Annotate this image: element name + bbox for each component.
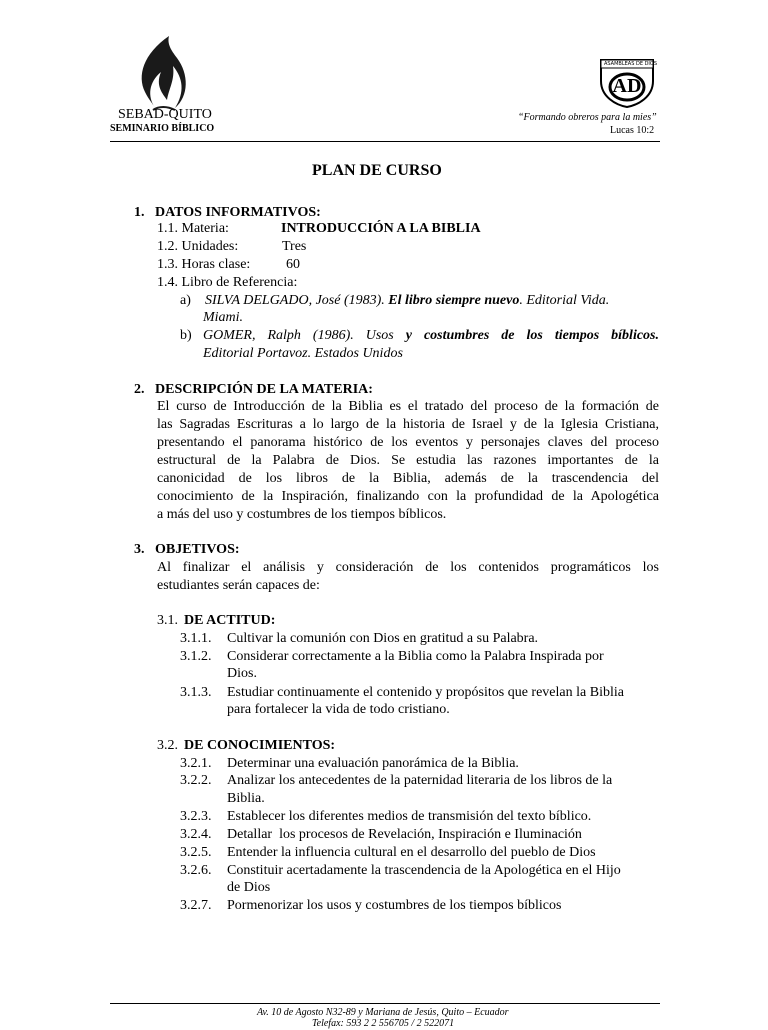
reference-a-city: Miami. [203,310,244,325]
section2-heading: 2. DESCRIPCIÓN DE LA MATERIA: [134,382,373,397]
reference-b-publisher: Editorial Portavoz. Estados Unidos [203,346,403,361]
list-item-text: Biblia. [227,791,265,806]
list-item-number: 3.1.3. [180,685,212,700]
list-item-text: Establecer los diferentes medios de transmisión del texto bíblico. [227,809,592,824]
seal-initials: AD [612,75,642,97]
list-item-text: Dios. [227,666,257,681]
list-item-number: 3.2.6. [180,863,212,878]
org-name: SEBAD-QUITO [118,107,212,122]
section2-paragraph [157,398,659,524]
paragraph-line: a más del uso y costumbres de los tiempos bíblicos. [157,507,447,522]
section1-heading: 1. DATOS INFORMATIVOS: [134,205,321,220]
horas-label: 1.3. Horas clase: [157,257,251,272]
paragraph-line: estructural de la Palabra de Dios. Se estudia las razones importantes de la [157,453,659,468]
footer-address: Av. 10 de Agosto N32-89 y Mariana de Jesús, Quito – Ecuador [257,1007,509,1018]
reference-a-publisher: . Editorial Vida. [519,293,610,308]
footer-rule [110,1003,660,1004]
conocimientos-heading: DE CONOCIMIENTOS: [184,738,336,753]
list-item-number: 3.2.2. [180,773,212,788]
paragraph-line: canonicidad de los libros de la Biblia, además de la trascendencia del [157,471,659,486]
materia-value: INTRODUCCIÓN A LA BIBLIA [281,221,481,236]
list-item-text: Cultivar la comunión con Dios en gratitud a su Palabra. [227,631,539,646]
motto-reference: Lucas 10:2 [610,125,655,136]
list-item-number: 3.1.2. [180,649,212,664]
reference-a-marker: a) [180,293,191,308]
objectives-intro-line: estudiantes serán capaces de: [157,578,320,593]
conocimientos-number: 3.2. [157,738,178,753]
list-item-text: Estudiar continuamente el contenido y propósitos que revelan la Biblia [227,685,624,700]
list-item-number: 3.2.4. [180,827,212,842]
list-item-number: 3.2.3. [180,809,212,824]
reference-b-title: y costumbres de los tiempos bíblicos. [405,328,659,343]
reference-b [203,327,659,345]
list-item-text: Considerar correctamente a la Biblia como la Palabra Inspirada por [227,649,604,664]
reference-b-author: GOMER, Ralph (1986). Usos [203,328,394,343]
reference-a-title: El libro siempre nuevo [388,293,520,308]
reference-a [205,292,609,310]
list-item-number: 3.2.5. [180,845,212,860]
seal-logo [598,57,656,109]
unidades-label: 1.2. Unidades: [157,239,239,254]
list-item-text: Pormenorizar los usos y costumbres de los tiempos bíblicos [227,898,562,913]
motto: “Formando obreros para la mies” [518,112,657,123]
actitud-heading: DE ACTITUD: [184,613,276,628]
list-item-number: 3.2.7. [180,898,212,913]
list-item-text: Entender la influencia cultural en el desarrollo del pueblo de Dios [227,845,596,860]
org-subtitle: SEMINARIO BÍBLICO [110,123,215,134]
seal-text: ASAMBLEAS DE DIOS [604,61,658,67]
paragraph-line: conocimiento de la Inspiración, finalizando con la profundidad de la Apologética [157,489,659,504]
reference-a-author: SILVA DELGADO, José (1983). [205,293,385,308]
paragraph-line: presentando el panorama histórico de los eventos y personajes claves del proceso [157,435,659,450]
list-item-number: 3.1.1. [180,631,212,646]
reference-b-marker: b) [180,328,192,343]
horas-value: 60 [286,257,300,272]
header-rule [110,141,660,142]
unidades-value: Tres [282,239,307,254]
list-item-text: Analizar los antecedentes de la paternidad literaria de los libros de la [227,773,613,788]
materia-label: 1.1. Materia: [157,221,229,236]
paragraph-line: las Sagradas Escrituras a lo largo de la historia de Israel y de la Iglesia Cristiana, [157,417,659,432]
objectives-intro-line: Al finalizar el análisis y consideración de los contenidos programáticos los [157,560,659,575]
flame-logo [133,34,189,114]
list-item-text: Detallar los procesos de Revelación, Inspiración e Iluminación [227,827,582,842]
list-item-text: para fortalecer la vida de todo cristiano. [227,702,450,717]
list-item-text: de Dios [227,880,271,895]
list-item-text: Determinar una evaluación panorámica de la Biblia. [227,756,519,771]
list-item-text: Constituir acertadamente la trascendencia de la Apologética en el Hijo [227,863,621,878]
paragraph-line: El curso de Introducción de la Biblia es el tratado del proceso de la formación de [157,399,659,414]
list-item-number: 3.2.1. [180,756,212,771]
section3-heading: 3. OBJETIVOS: [134,542,240,557]
page-title: PLAN DE CURSO [312,162,442,179]
footer-phone: Telefax: 593 2 2 556705 / 2 522071 [312,1018,455,1029]
actitud-number: 3.1. [157,613,178,628]
libro-label: 1.4. Libro de Referencia: [157,275,298,290]
